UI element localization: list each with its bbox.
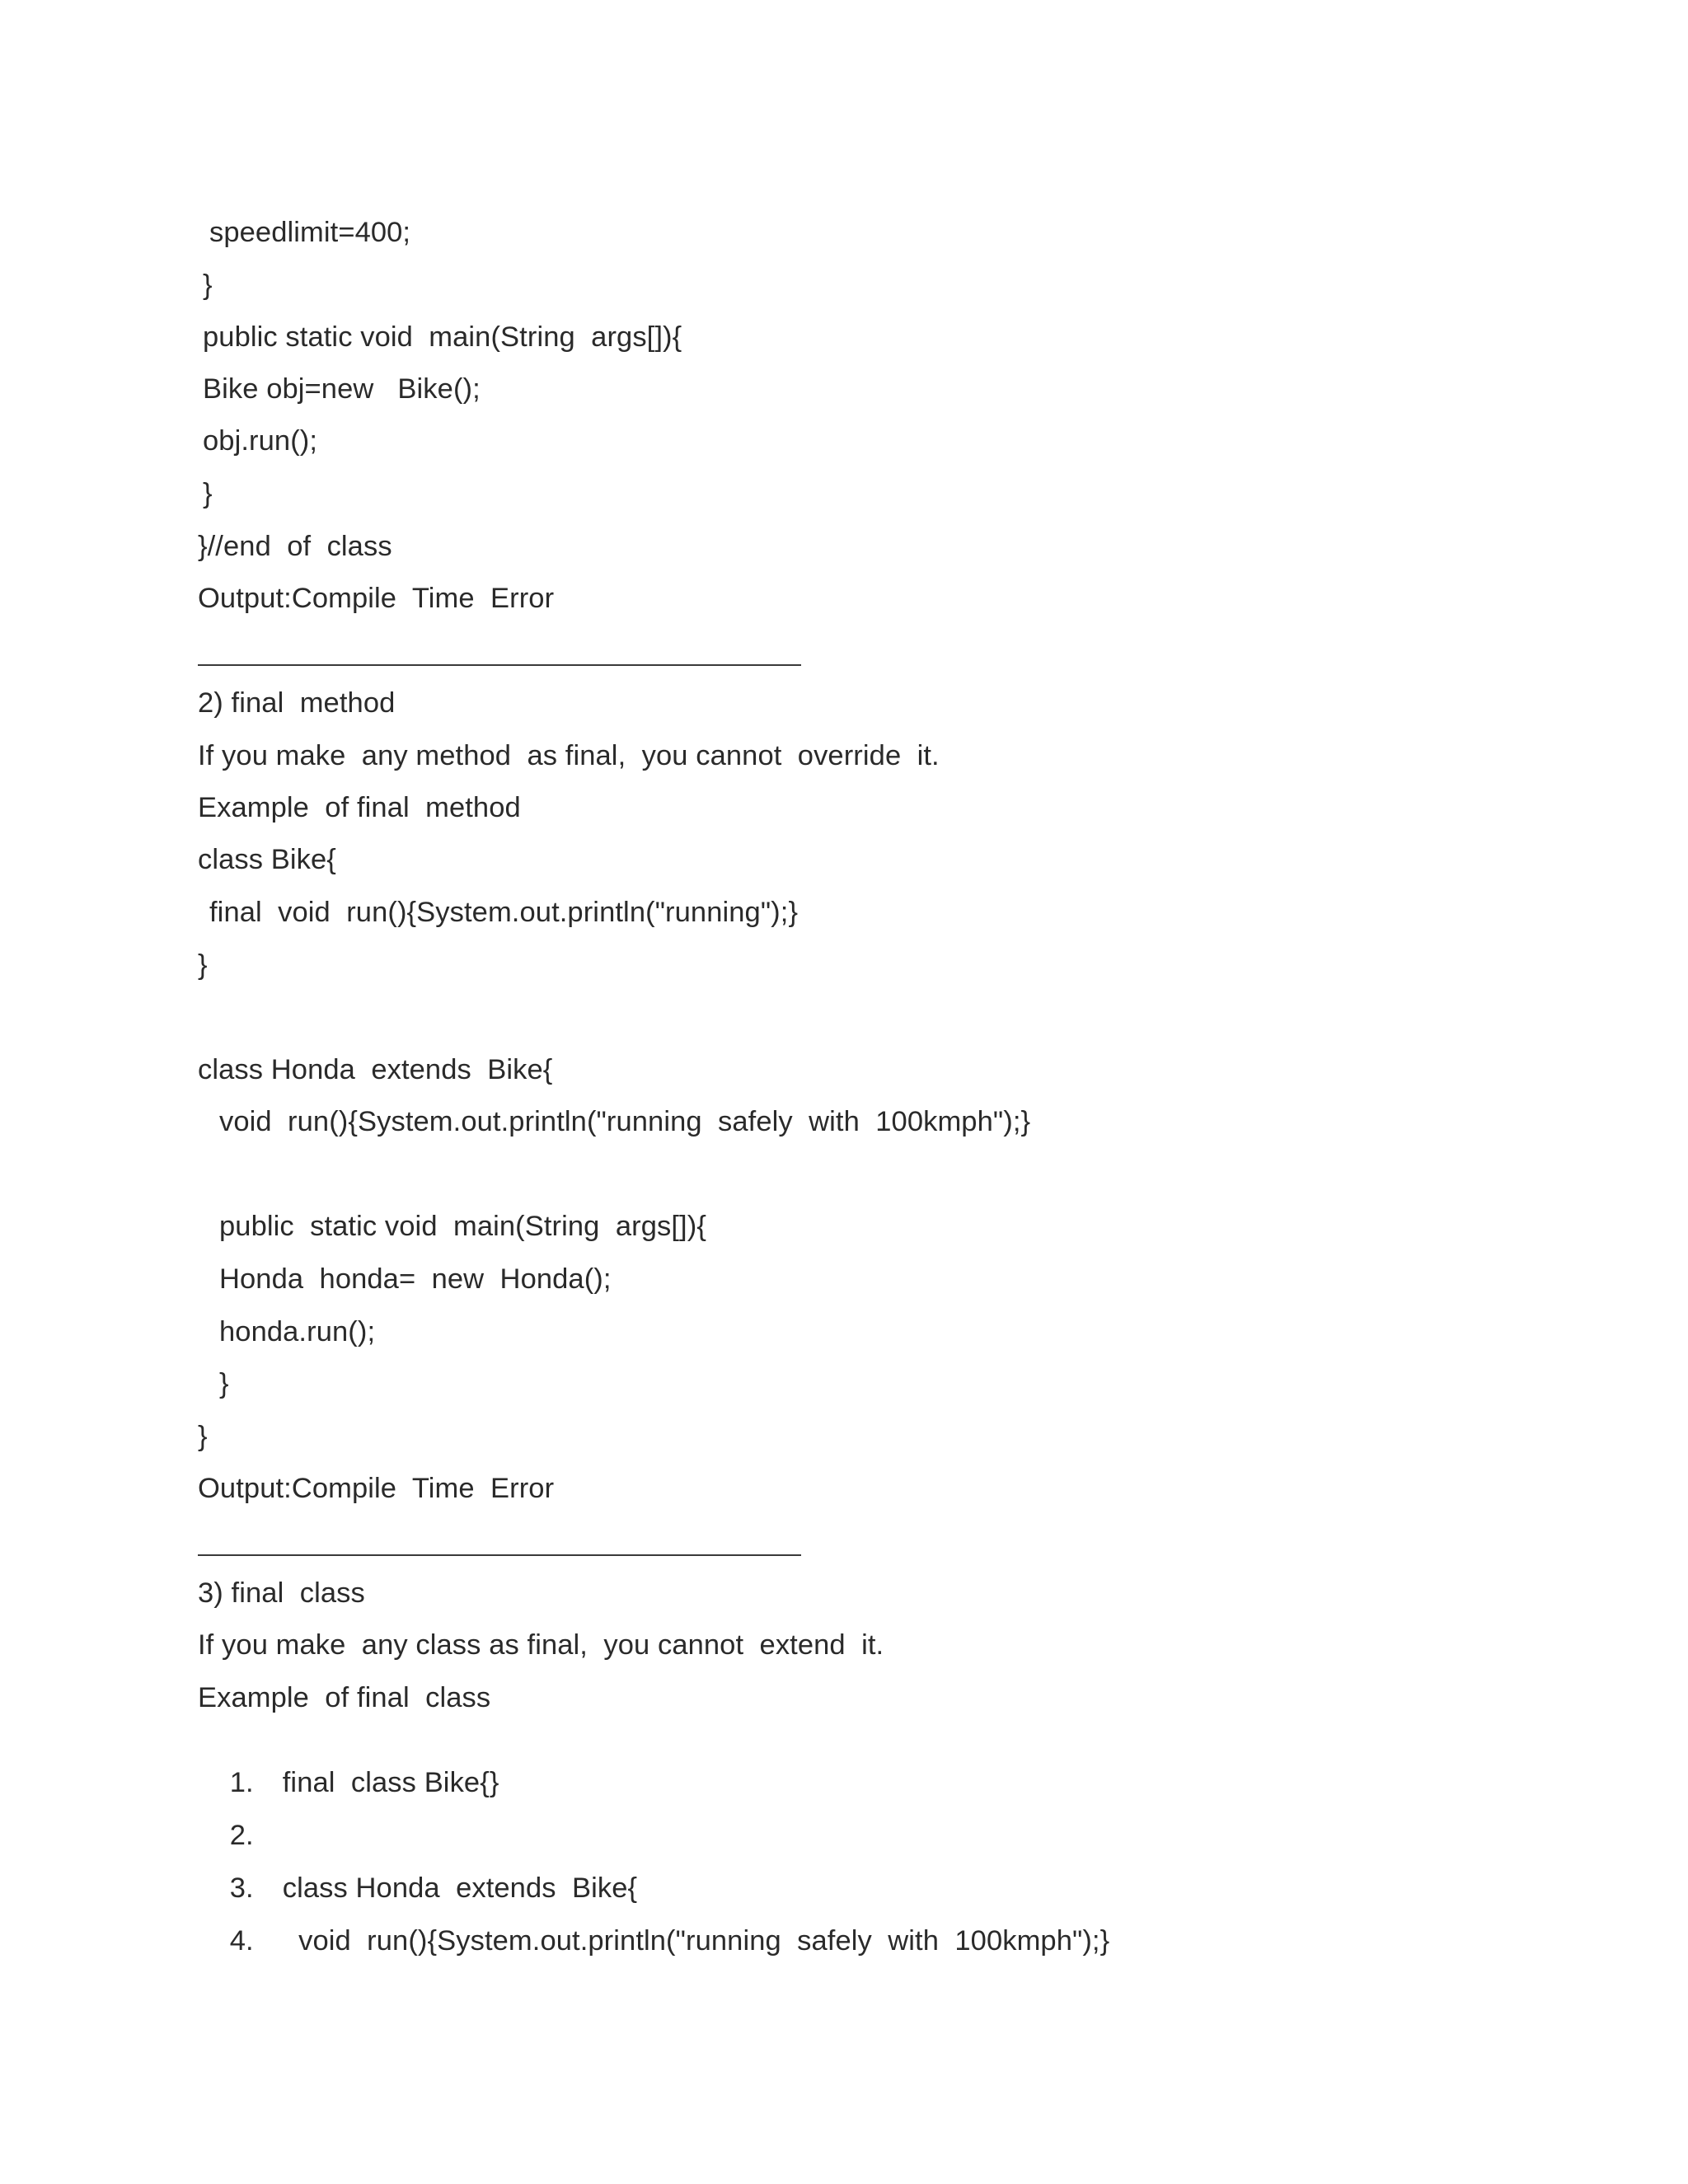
code-line: class Bike{ — [198, 844, 336, 875]
code-line: } — [198, 949, 208, 981]
example-title: Example of final class — [198, 1682, 491, 1713]
code-line: class Honda extends Bike{ — [198, 1054, 553, 1085]
code-line: } — [203, 478, 213, 509]
code-line: Bike obj=new Bike(); — [203, 373, 481, 405]
section-heading: 3) final class — [198, 1577, 365, 1609]
code-line: public static void main(String args[]){ — [219, 1211, 706, 1242]
line-number: 3. — [229, 1872, 254, 1904]
code-text: class Honda extends Bike{ — [282, 1872, 638, 1904]
code-line: }//end of class — [198, 531, 392, 562]
code-line: public static void main(String args[]){ — [203, 321, 682, 353]
code-line: void run(){System.out.println("running safely with 100kmph");} — [219, 1106, 1031, 1137]
code-line: } — [198, 1421, 208, 1452]
section-heading: 2) final method — [198, 687, 396, 719]
numbered-code-line — [198, 1891, 1109, 1990]
example-title: Example of final method — [198, 792, 521, 823]
code-line: Honda honda= new Honda(); — [219, 1263, 612, 1295]
line-number: 2. — [229, 1820, 254, 1851]
section-description: If you make any class as final, you cannot extend it. — [198, 1629, 884, 1661]
code-line: honda.run(); — [219, 1316, 376, 1347]
output-line: Output:Compile Time Error — [198, 1473, 555, 1504]
separator-rule — [198, 664, 801, 666]
code-text: final class Bike{} — [282, 1767, 499, 1798]
code-line: speedlimit=400; — [209, 217, 411, 248]
output-line: Output:Compile Time Error — [198, 583, 555, 614]
line-number: 4. — [229, 1925, 254, 1957]
code-line: } — [219, 1368, 229, 1399]
code-line: final void run(){System.out.println("running");} — [209, 897, 799, 928]
code-line: } — [203, 269, 213, 301]
code-text: void run(){System.out.println("running safely with 100kmph");} — [282, 1925, 1110, 1957]
section-description: If you make any method as final, you cannot override it. — [198, 740, 940, 771]
code-line: obj.run(); — [203, 425, 318, 457]
separator-rule — [198, 1554, 801, 1556]
line-number: 1. — [229, 1767, 254, 1798]
